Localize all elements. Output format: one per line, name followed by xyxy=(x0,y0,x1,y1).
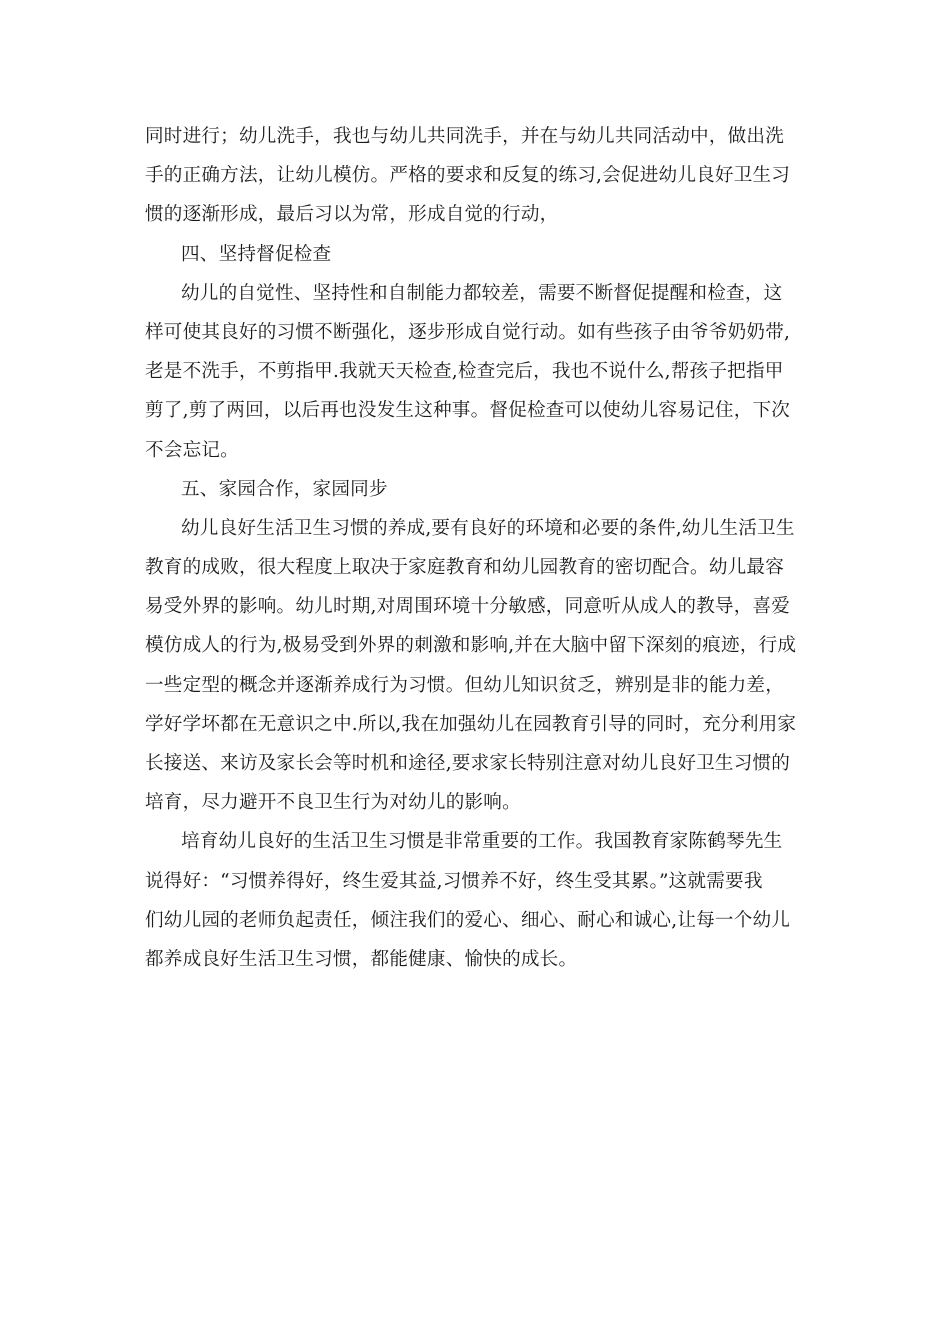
text-line: 剪了,剪了两回，以后再也没发生这种事。督促检查可以使幼儿容易记住，下次 xyxy=(145,400,791,422)
text-line: 老是不洗手，不剪指甲.我就天天检查,检查完后，我也不说什么,帮孩子把指甲 xyxy=(145,361,784,383)
text-line: 同时进行；幼儿洗手，我也与幼儿共同洗手，并在与幼儿共同活动中，做出洗 xyxy=(145,126,784,147)
text-line: 都养成良好生活卫生习惯，都能健康、愉快的成长。 xyxy=(145,948,578,970)
text-line: 教育的成败，很大程度上取决于家庭教育和幼儿园教育的密切配合。幼儿最容 xyxy=(145,557,784,579)
text-line: 易受外界的影响。幼儿时期,对周围环境十分敏感，同意听从成人的教导，喜爱 xyxy=(145,596,791,618)
text-line: 培育幼儿良好的生活卫生习惯是非常重要的工作。我国教育家陈鹤琴先生 xyxy=(181,831,783,853)
text-line: 说得好：“习惯养得好，终生爱其益,习惯养不好，终生受其累。”这就需要我 xyxy=(145,870,763,892)
paragraph-section-4 xyxy=(145,274,807,470)
paragraph-continuation xyxy=(145,117,807,235)
text-line: 长接送、来访及家长会等时机和途径,要求家长特别注意对幼儿良好卫生习惯的 xyxy=(145,753,791,774)
section-heading-5: 五、家园合作，家园同步 xyxy=(181,478,388,500)
text-line: 惯的逐渐形成，最后习以为常，形成自觉的行动， xyxy=(145,204,559,226)
text-line: 手的正确方法，让幼儿模仿。严格的要求和反复的练习,会促进幼儿良好卫生习 xyxy=(145,165,791,187)
document-page xyxy=(145,117,807,979)
text-line: 样可使其良好的习惯不断强化，逐步形成自觉行动。如有些孩子由爷爷奶奶带, xyxy=(145,321,791,343)
paragraph-section-5 xyxy=(145,509,807,823)
text-line: 幼儿良好生活卫生习惯的养成,要有良好的环境和必要的条件,幼儿生活卫生 xyxy=(181,517,795,539)
text-line: 幼儿的自觉性、坚持性和自制能力都较差，需要不断督促提醒和检查，这 xyxy=(181,282,783,304)
text-line: 学好学坏都在无意识之中.所以,我在加强幼儿在园教育引导的同时，充分利用家 xyxy=(145,713,797,735)
text-line: 一些定型的概念并逐渐养成行为习惯。但幼儿知识贫乏，辨别是非的能力差， xyxy=(145,674,784,696)
text-line: 们幼儿园的老师负起责任，倾注我们的爱心、细心、耐心和诚心,让每一个幼儿 xyxy=(145,909,791,931)
section-heading-4: 四、坚持督促检查 xyxy=(181,243,332,265)
text-line: 不会忘记。 xyxy=(145,439,239,461)
paragraph-conclusion xyxy=(145,822,807,979)
text-line: 模仿成人的行为,极易受到外界的刺激和影响,并在大脑中留下深刻的痕迹，行成 xyxy=(145,635,797,657)
text-line: 培育，尽力避开不良卫生行为对幼儿的影响。 xyxy=(145,792,521,814)
